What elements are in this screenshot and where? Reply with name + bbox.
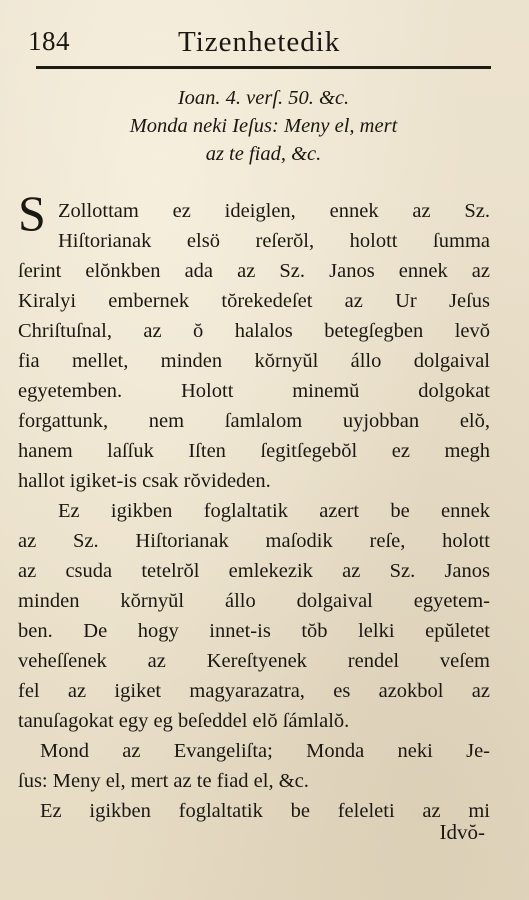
reference-line-1: Ioan. 4. verſ. 50. &c. (177, 87, 350, 109)
text-line: Chriſtuſnal, az ŏ halalos betegſegben levŏ (18, 320, 490, 342)
text-line: az Sz. Hiſtorianak maſodik reſe, holott (18, 530, 490, 552)
text-line: Mond az Evangeliſta; Monda neki Je- (40, 740, 490, 762)
text-line: Ez igikben foglaltatik azert be ennek (58, 500, 490, 522)
scripture-reference (36, 84, 491, 168)
text-line: ben. De hogy innet-is tŏb lelki epŭletet (18, 620, 490, 642)
body-text (18, 196, 490, 826)
text-line: Kiralyi embernek tŏrekedeſet az Ur Jeſus (18, 290, 490, 312)
reference-line-2: Monda neki Ieſus: Meny el, mert (129, 115, 398, 137)
text-line: hallot igiket-is csak rŏvideden. (18, 470, 271, 492)
text-line: az csuda tetelrŏl emlekezik az Sz. Janos (18, 560, 490, 582)
text-line: Zollottam ez ideiglen, ennek az Sz. (58, 200, 490, 222)
header-rule (36, 66, 491, 69)
text-line: Hiſtorianak elsö reſerŏl, holott ſumma (58, 230, 490, 252)
text-line: veheſſenek az Kereſtyenek rendel veſem (18, 650, 490, 672)
text-line: ſus: Meny el, mert az te fiad el, &c. (18, 770, 309, 792)
text-line: egyetemben. Holott minemŭ dolgokat (18, 380, 490, 402)
catchword: Idvŏ- (439, 820, 485, 844)
text-line: forgattunk, nem ſamlalom uyjobban elŏ, (18, 410, 490, 432)
page-number: 184 (28, 26, 70, 56)
reference-line-3: az te fiad, &c. (205, 143, 322, 165)
text-line: tanuſagokat egy eg beſeddel elŏ ſámlalŏ. (18, 710, 350, 732)
drop-cap: S (18, 185, 46, 241)
text-line: Ez igikben foglaltatik be feleleti az mi (40, 800, 490, 822)
running-title: Tizenhetedik (178, 26, 341, 58)
text-line: ſerint elŏnkben ada az Sz. Janos ennek az (18, 260, 490, 282)
text-line: fel az igiket magyarazatra, es azokbol az (18, 680, 490, 702)
page-header (28, 22, 498, 62)
text-line: fia mellet, minden kŏrnyŭl állo dolgaival (18, 350, 490, 372)
text-line: minden kŏrnyŭl állo dolgaival egyetem- (18, 590, 490, 612)
text-line: hanem laſſuk Iſten ſegitſegebŏl ez megh (18, 440, 490, 462)
